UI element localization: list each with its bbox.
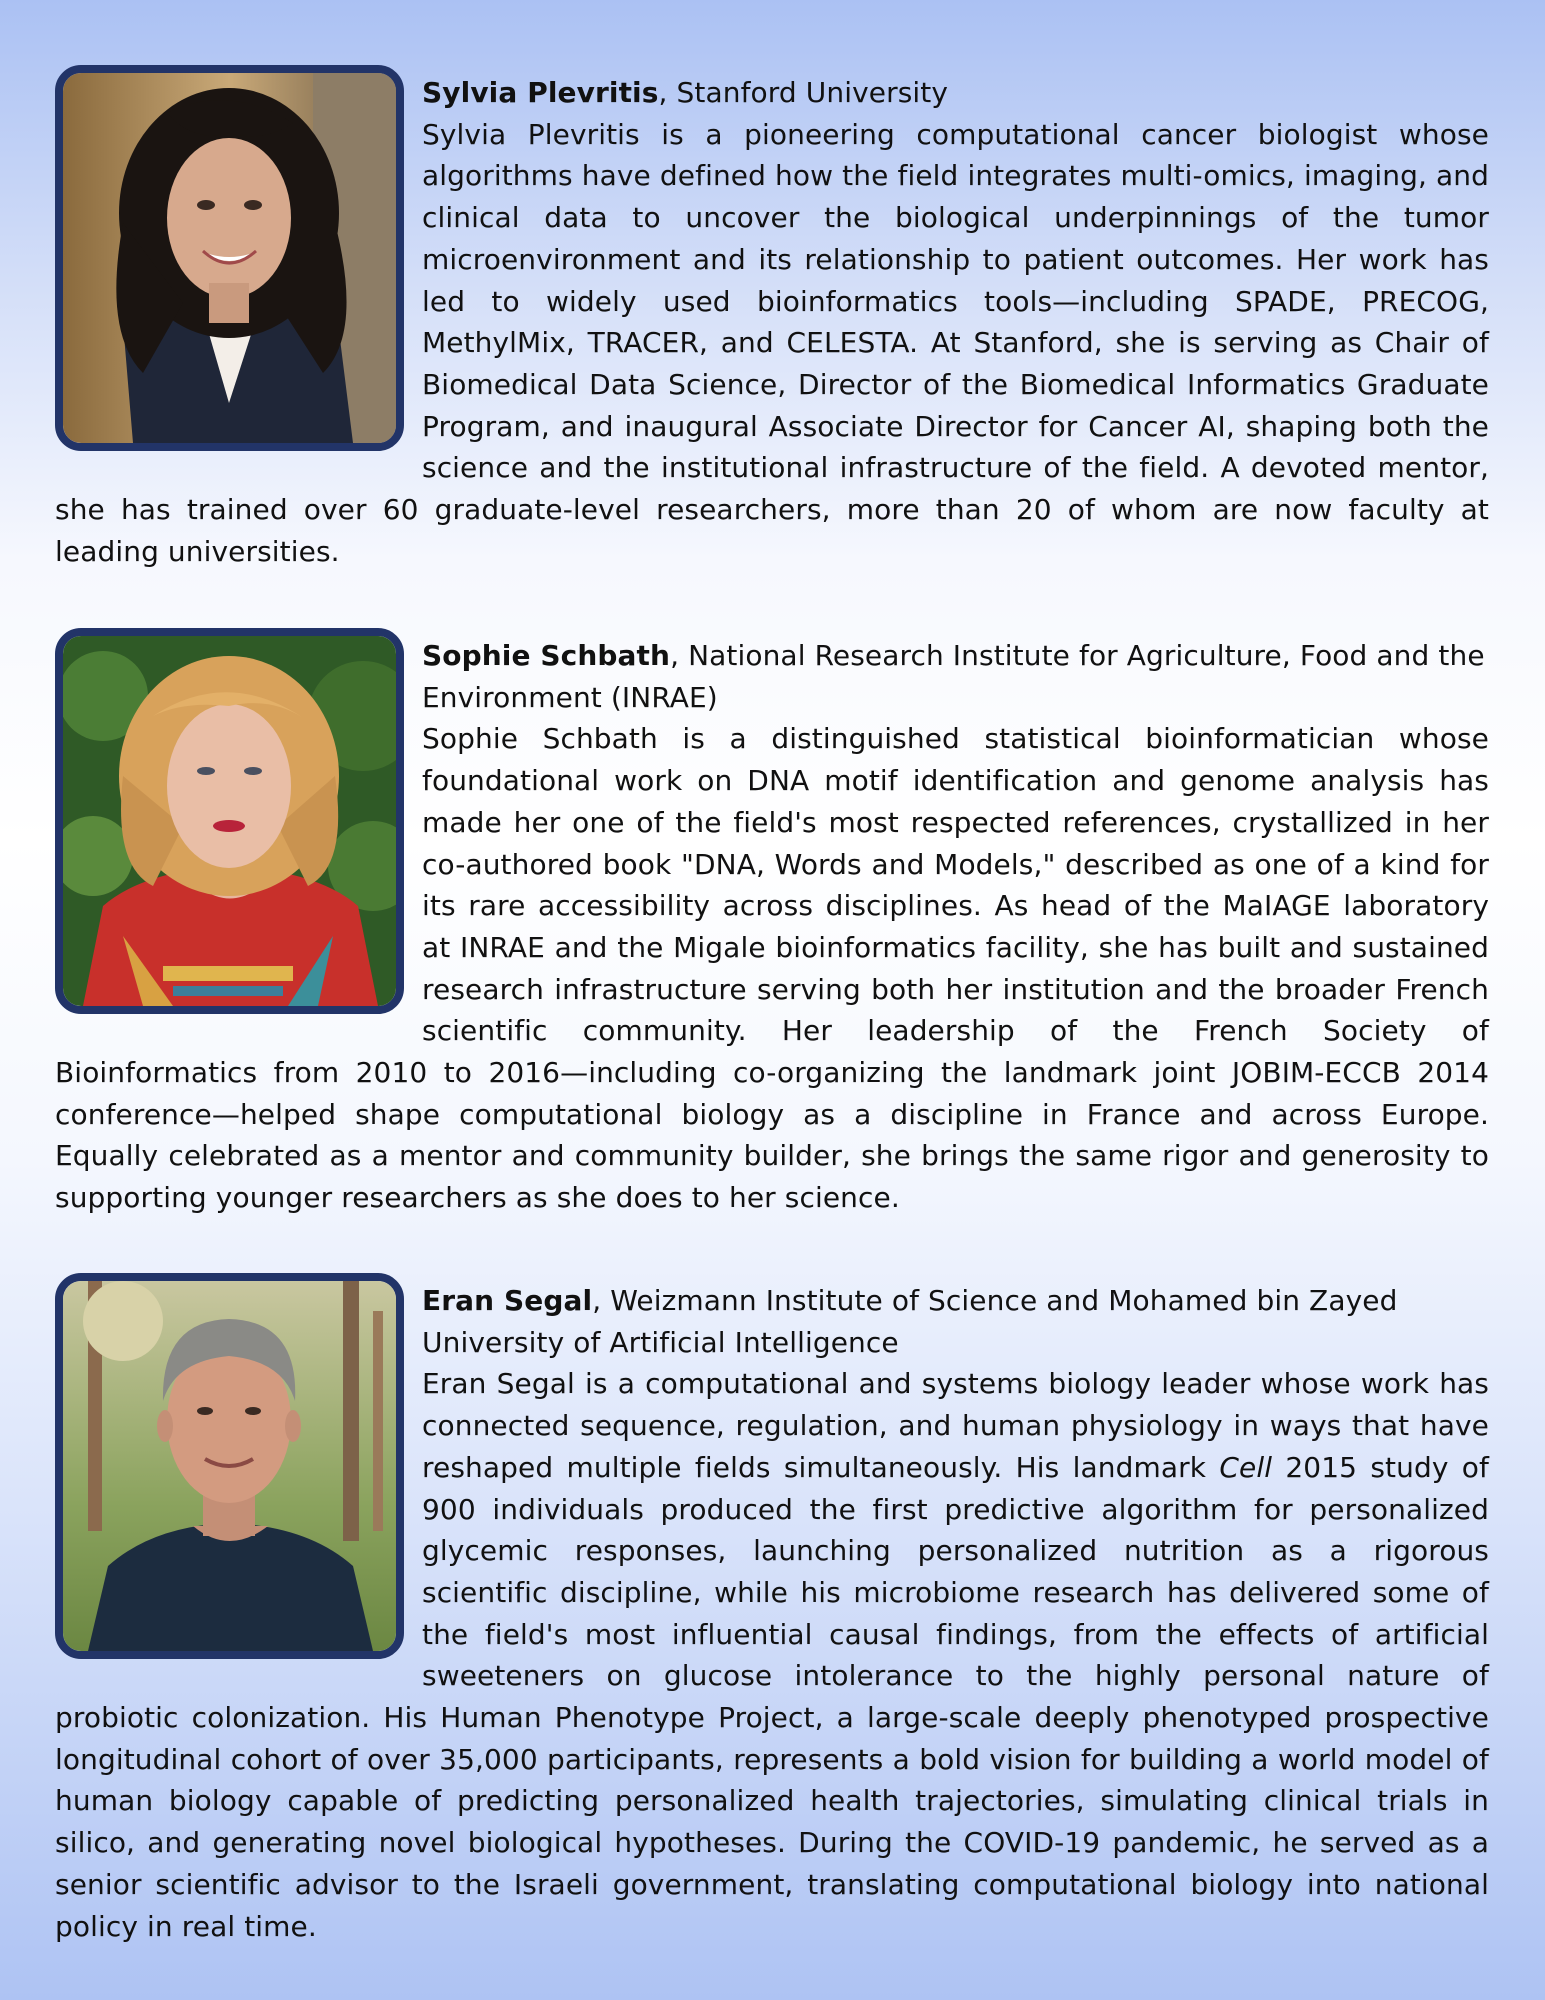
journal-name: Cell <box>1219 1450 1273 1484</box>
profile-bio-part-2: 2015 study of 900 individuals produced the first predictive algorithm for personalized glycemic responses, launching personalized nutrition as a rigorous scientific discipline, while his microbiome research has delivered some of the field's most influential causal findings, from the effects of artificial sweeteners on glucose intolerance to the highly personal nature of probiotic colonization. His Human Phenotype Project, a large-scale deeply phenotyped prospective longitudinal cohort of over 35,000 participants, represents a bold vision for building a world model of human biology capable of predicting personalized health trajectories, simulating clinical trials in silico, and generating novel biological hypotheses. During the COVID-19 pandemic, he served as a senior scientific advisor to the Israeli government, translating computational biology into national policy in real time. <box>55 1450 1489 1943</box>
profile-affiliation: Weizmann Institute of Science and Mohamed bin Zayed University of Artificial Intelligence <box>422 1284 1398 1359</box>
portrait-man-gray-hair-icon <box>63 1281 396 1651</box>
profile-bio: Sylvia Plevritis is a pioneering computational cancer biologist whose algorithms have defined how the field integrates multi-omics, imaging, and clinical data to uncover the biological underpinnings of the tumor microenvironment and its relationship to patient outcomes. Her work has led to widely used bioinformatics tools—including SPADE, PRECOG, MethylMix, TRACER, and CELESTA. At Stanford, she is serving as Chair of Biomedical Data Science, Director of the Biomedical Informatics Graduate Program, and inaugural Associate Director for Cancer AI, shaping both the science and the institutional infrastructure of the field. A devoted mentor, she has trained over 60 graduate-level researchers, more than 20 of whom are now faculty at leading universities. <box>55 117 1489 568</box>
portrait-photo <box>55 1273 404 1659</box>
profile-header: Sophie Schbath, National Research Institute for Agriculture, Food and the Environment (INRAE) <box>422 639 1485 714</box>
profile-sylvia-plevritis <box>55 72 1489 572</box>
profile-affiliation: Stanford University <box>676 76 949 109</box>
profile-header: Sylvia Plevritis, Stanford University <box>422 76 949 109</box>
profile-name: Sylvia Plevritis <box>422 76 659 109</box>
portrait-photo <box>55 628 404 1014</box>
portrait-photo <box>55 65 404 451</box>
profile-bio: Sophie Schbath is a distinguished statistical bioinformatician whose foundational work on DNA motif identification and genome analysis has made her one of the field's most respected references, crystallized in her co-authored book "DNA, Words and Models," described as one of a kind for its rare accessibility across disciplines. As head of the MaIAGE laboratory at INRAE and the Migale bioinformatics facility, she has built and sustained research infrastructure serving both her institution and the broader French scientific community. Her leadership of the French Society of Bioinformatics from 2010 to 2016—including co-organizing the landmark joint JOBIM-ECCB 2014 conference—helped shape computational biology as a discipline in France and across Europe. Equally celebrated as a mentor and community builder, she brings the same rigor and generosity to supporting younger researchers as she does to her science. <box>55 722 1489 1215</box>
portrait-woman-blonde-hair-icon <box>63 636 396 1006</box>
profile-bio-part-1: Eran Segal is a computational and systems biology leader whose work has connected sequence, regulation, and human physiology in ways that have reshaped multiple fields simultaneously. His landmark <box>422 1367 1489 1484</box>
profile-affiliation: National Research Institute for Agriculture, Food and the Environment (INRAE) <box>422 639 1485 714</box>
profile-sophie-schbath <box>55 635 1489 1219</box>
portrait-woman-dark-hair-icon <box>63 73 396 443</box>
profile-eran-segal <box>55 1280 1489 1947</box>
profile-header: Eran Segal, Weizmann Institute of Science and Mohamed bin Zayed University of Artificial Intelligence <box>422 1284 1398 1359</box>
profile-name: Sophie Schbath <box>422 639 671 672</box>
profile-name: Eran Segal <box>422 1284 593 1317</box>
